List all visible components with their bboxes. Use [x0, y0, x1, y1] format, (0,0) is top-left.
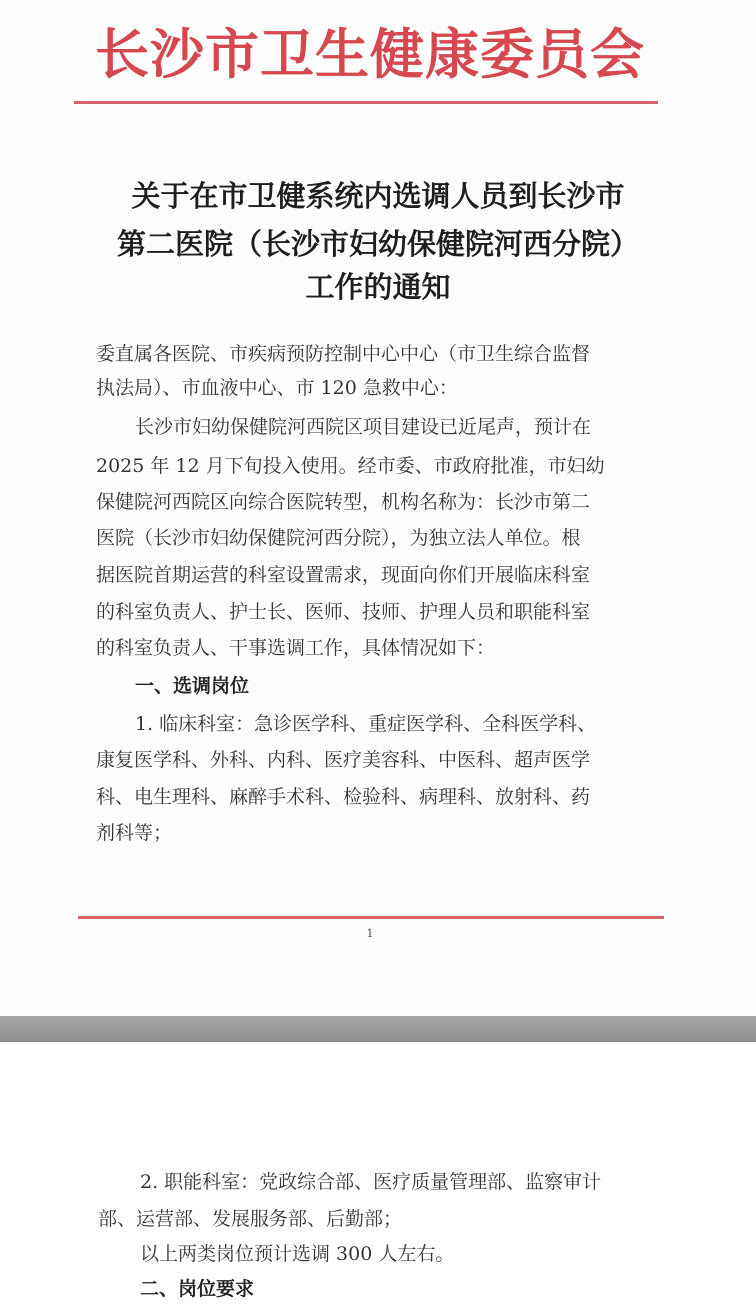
notice-title-line-3: 工作的通知	[305, 270, 451, 304]
section-1-heading: 一、选调岗位	[135, 675, 250, 697]
quota-line: 以上两类岗位预计选调 300 人左右。	[140, 1243, 455, 1265]
notice-title-line-2: 第二医院（长沙市妇幼保健院河西分院）	[116, 227, 639, 261]
page-separator	[0, 1016, 756, 1042]
intro-line-4: 医院（长沙市妇幼保健院河西分院），为独立法人单位。根	[96, 527, 581, 549]
clinical-line-3: 科、电生理科、麻醉手术科、检验科、病理科、放射科、药	[96, 786, 591, 808]
org-letterhead: 长沙市卫生健康委员会	[95, 22, 645, 86]
clinical-line-4: 剂科等；	[96, 822, 173, 844]
clinical-line-1: 1. 临床科室：急诊医学科、重症医学科、全科医学科、	[135, 713, 597, 735]
intro-line-3: 保健院河西院区向综合医院转型，机构名称为：长沙市第二	[96, 491, 591, 513]
recipients-line-1: 委直属各医院、市疾病预防控制中心中心（市卫生综合监督	[96, 343, 591, 365]
footer-red-rule	[78, 916, 664, 919]
intro-line-2: 2025 年 12 月下旬投入使用。经市委、市政府批准，市妇幼	[96, 455, 605, 477]
letterhead-red-rule	[74, 101, 658, 104]
intro-line-1: 长沙市妇幼保健院河西院区项目建设已近尾声，预计在	[135, 416, 592, 438]
intro-line-6: 的科室负责人、护士长、医师、技师、护理人员和职能科室	[96, 601, 591, 623]
recipients-line-2: 执法局）、市血液中心、市 120 急救中心：	[96, 377, 458, 399]
document-page-2	[0, 1042, 756, 1306]
clinical-line-2: 康复医学科、外科、内科、医疗美容科、中医科、超声医学	[96, 749, 591, 771]
functional-line-2: 部、运营部、发展服务部、后勤部；	[98, 1208, 403, 1230]
intro-line-5: 据医院首期运营的科室设置需求，现面向你们开展临床科室	[96, 564, 591, 586]
functional-line-1: 2. 职能科室：党政综合部、医疗质量管理部、监察审计	[140, 1171, 602, 1193]
section-2-heading: 二、岗位要求	[140, 1278, 255, 1300]
notice-title-line-1: 关于在市卫健系统内选调人员到长沙市	[131, 179, 625, 213]
page-number: 1	[366, 927, 374, 940]
intro-line-7: 的科室负责人、干事选调工作，具体情况如下：	[96, 637, 496, 659]
